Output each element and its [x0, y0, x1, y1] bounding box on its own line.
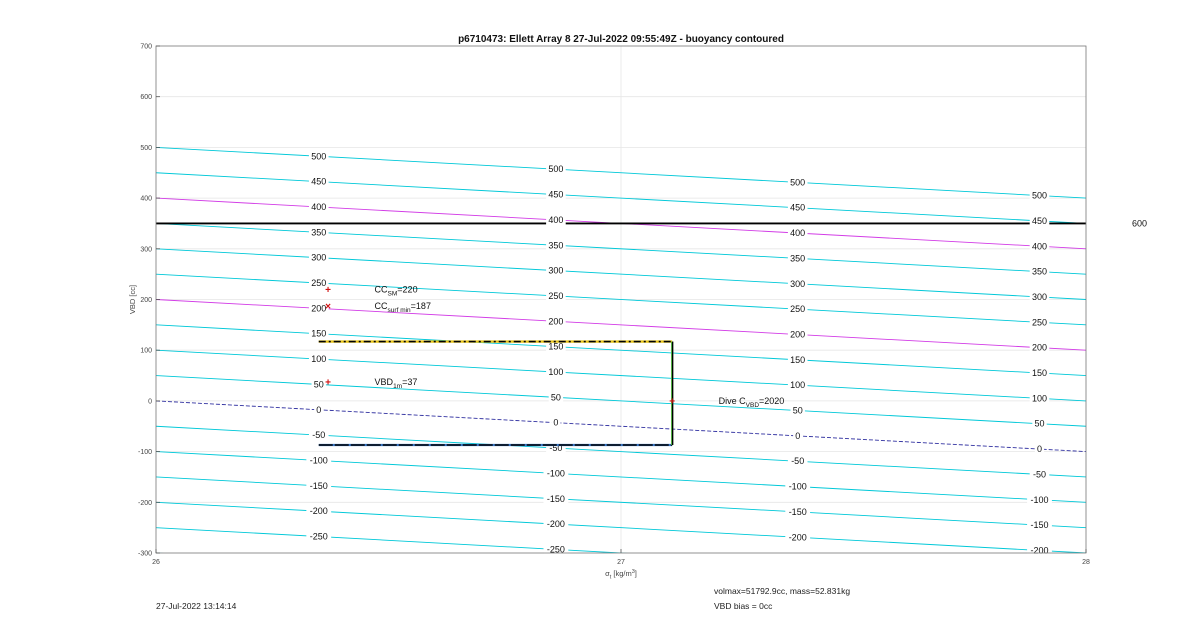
contour-label: 400	[548, 214, 564, 225]
contour-label: 350	[548, 240, 564, 251]
y-tick-label: 500	[140, 144, 152, 152]
contour-label: 400	[790, 228, 806, 239]
x-label-sup: 3	[631, 569, 635, 575]
y-tick-label: 600	[140, 94, 152, 102]
y-tick-label: 200	[140, 297, 152, 304]
x-label-unit: [kg/m	[611, 569, 632, 578]
print-timestamp: 27-Jul-2022 13:14:14	[156, 601, 237, 611]
x-label-main: σ	[605, 569, 610, 578]
x-label-end: ]	[634, 569, 637, 578]
contour-label: -250	[546, 544, 565, 555]
annotation-tail: =37	[402, 377, 418, 388]
y-tick-label: 700	[140, 43, 152, 51]
contour-label: 400	[311, 201, 327, 212]
x-tick-label: 26	[152, 559, 160, 566]
annotation-main: VBD	[374, 377, 394, 388]
contour-label: 0	[795, 430, 801, 441]
x-tick-label: 27	[617, 559, 625, 566]
contour-label: -200	[788, 532, 807, 543]
annotation-tail: =220	[397, 284, 418, 295]
vbd-marker: +	[325, 377, 331, 389]
contour-label: -100	[309, 455, 328, 466]
contour-label: 150	[548, 341, 564, 352]
contour-label: -200	[546, 519, 565, 530]
contour-label: -150	[788, 506, 807, 517]
contour-label: 350	[311, 227, 327, 238]
y-tick-label: -100	[137, 449, 152, 457]
contour-label: 250	[790, 304, 806, 315]
y-tick-label: 0	[148, 398, 152, 406]
x-label-sub: t	[609, 574, 612, 581]
contour-label: 150	[311, 328, 327, 339]
x-tick-label: 28	[1082, 559, 1090, 566]
contour-label: 500	[311, 151, 327, 162]
contour-label: 300	[1031, 291, 1048, 302]
annotation-sub: surf min	[387, 307, 411, 315]
contour-label: -150	[546, 493, 565, 504]
contour-label: 500	[790, 177, 806, 188]
contour-label: 0	[553, 417, 559, 428]
contour-label: 200	[311, 303, 327, 314]
vbd-marker: +	[325, 284, 331, 296]
contour-label: 450	[548, 189, 564, 200]
annotation-sub: 1m	[393, 383, 403, 391]
contour-label: 400	[1031, 241, 1048, 252]
contour-label: -50	[549, 443, 563, 454]
contour-label: 50	[313, 379, 324, 390]
y-tick-label: -300	[137, 550, 152, 558]
contour-label: 200	[790, 329, 806, 340]
annotation-main: CC	[374, 301, 388, 312]
contour-label: 200	[548, 316, 564, 327]
contour-label: 250	[311, 278, 327, 289]
y-tick-label: -200	[137, 499, 152, 507]
contour-label: 350	[790, 253, 806, 264]
annotation-tail: =187	[410, 301, 431, 312]
vbd-marker: ×	[325, 301, 331, 313]
contour-label: -50	[791, 456, 805, 467]
contour-label: 150	[790, 354, 806, 365]
contour-label: 250	[1031, 317, 1048, 328]
contour-label: -100	[788, 481, 807, 492]
y-axis-label: VBD [cc]	[128, 284, 137, 315]
contour-label: 500	[548, 164, 564, 175]
contour-label: 450	[790, 202, 806, 213]
contour-label: -250	[309, 531, 328, 542]
contour-label: 50	[792, 405, 803, 416]
contour-label: -50	[312, 430, 326, 441]
contour-label: -200	[309, 506, 328, 517]
contour-label: 100	[311, 354, 327, 365]
annotation-tail: =2020	[759, 395, 785, 406]
annotation-sub: SM	[387, 290, 398, 298]
y-tick-label: 400	[140, 195, 152, 203]
chart-title: p6710473: Ellett Array 8 27-Jul-2022 09:55:49Z - buoyancy contoured	[458, 34, 784, 45]
contour-label: 0	[1036, 444, 1043, 455]
vbd-bias-text: VBD bias = 0cc	[714, 601, 773, 611]
contour-label: 100	[790, 380, 806, 391]
contour-label: 450	[1031, 215, 1048, 226]
contour-label: 100	[548, 367, 564, 378]
annotation-main: CC	[374, 284, 388, 295]
contour-label: -100	[546, 468, 565, 479]
contour-label: 250	[548, 290, 564, 301]
annotation-main: Dive C	[718, 395, 746, 406]
annotation-sub: VBD	[745, 401, 760, 409]
max-vbd-label: 600	[1132, 218, 1148, 229]
contour-label: 50	[550, 392, 561, 403]
y-tick-label: 300	[140, 246, 152, 254]
vbd-marker: +	[669, 396, 676, 408]
y-tick-label: 100	[140, 347, 152, 355]
contour-label: 50	[1034, 418, 1045, 429]
contour-label: 150	[1031, 368, 1048, 379]
contour-label: 450	[311, 176, 327, 187]
contour-label: 200	[1031, 342, 1048, 353]
contour-label: 500	[1031, 190, 1048, 201]
x-axis-label	[605, 569, 637, 581]
contour-label: 300	[548, 265, 564, 276]
contour-label: 0	[316, 404, 322, 415]
contour-label: -150	[309, 480, 328, 491]
volmax-text: volmax=51792.9cc, mass=52.831kg	[714, 586, 851, 596]
contour-label: -150	[1030, 520, 1049, 531]
contour-label: 100	[1031, 393, 1048, 404]
contour-label: 350	[1031, 266, 1048, 277]
contour-label: 300	[790, 278, 806, 289]
contour-label: -200	[1030, 545, 1049, 556]
contour-label: -100	[1030, 494, 1049, 505]
contour-label: 300	[311, 252, 327, 263]
contour-label: -50	[1032, 469, 1047, 480]
